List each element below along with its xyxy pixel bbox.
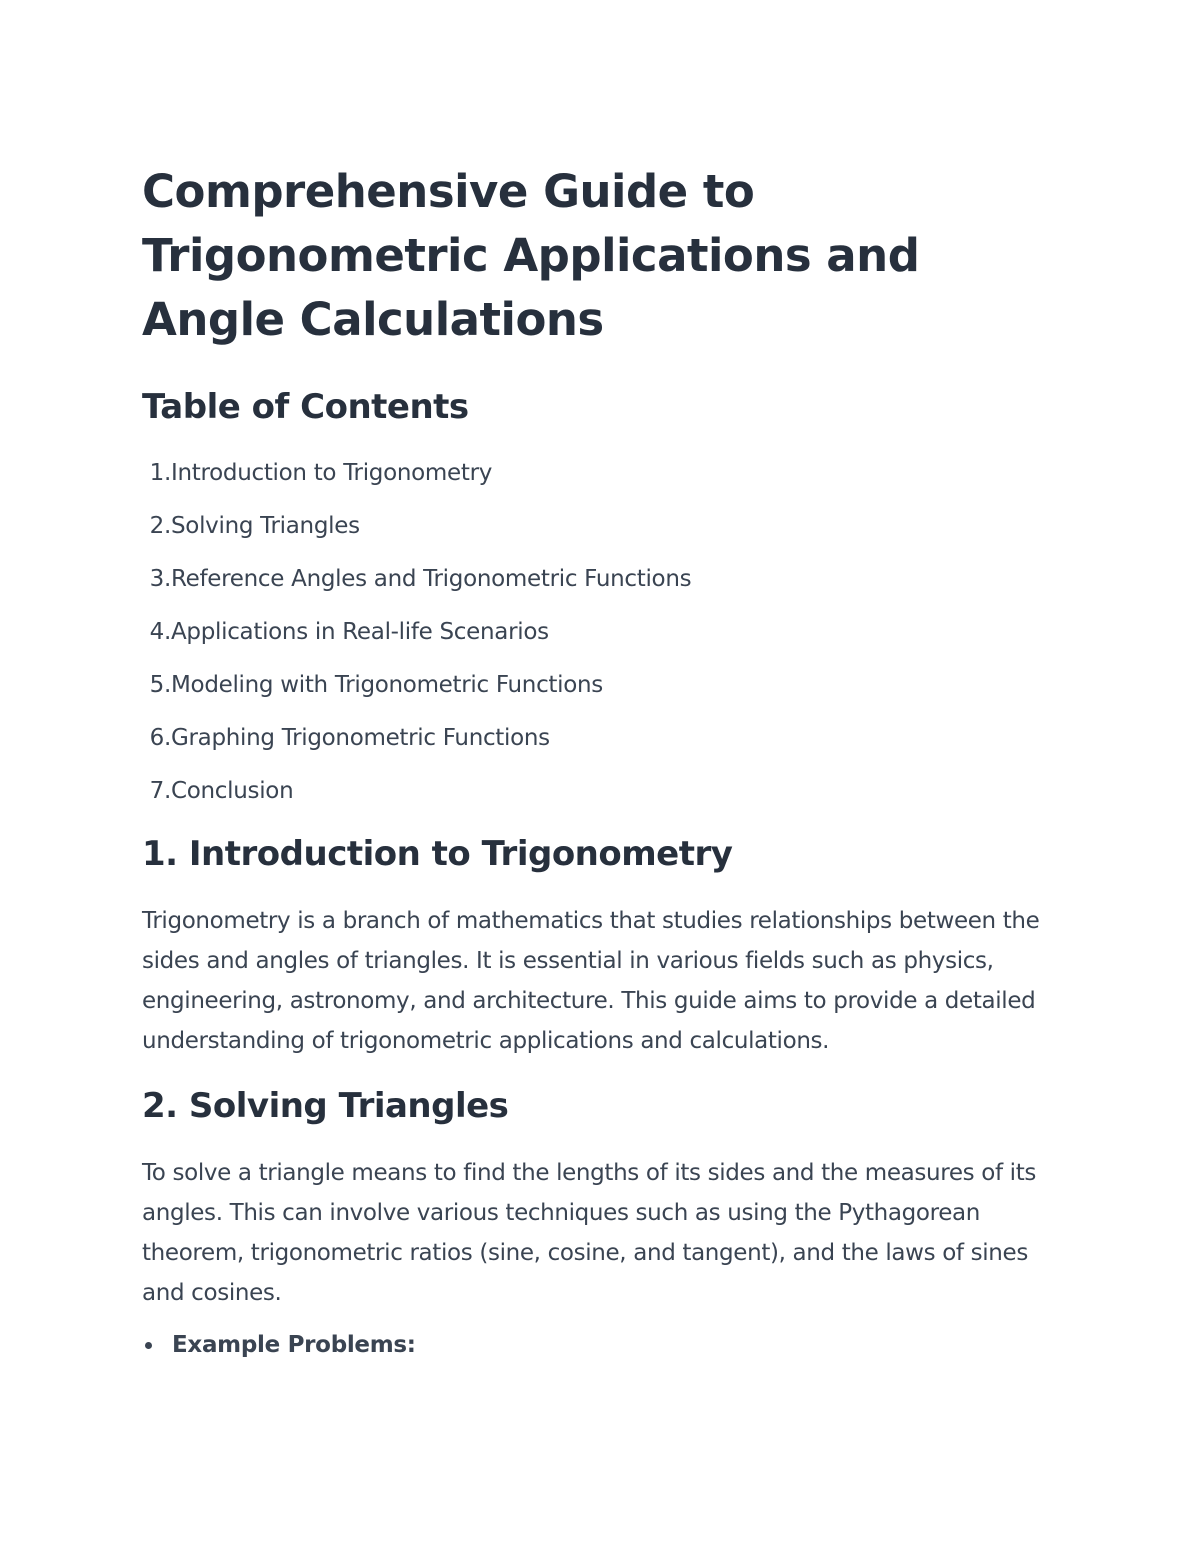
toc-item-label: Solving Triangles xyxy=(171,513,360,539)
toc-item-number: 7. xyxy=(149,778,171,804)
toc-heading: Table of Contents xyxy=(142,387,469,427)
toc-item-label: Conclusion xyxy=(171,778,294,804)
list-item xyxy=(142,1325,1062,1365)
toc-item-reference-angles xyxy=(142,564,1062,595)
section-heading-solving-triangles: 2. Solving Triangles xyxy=(142,1086,509,1126)
toc-item-label: Introduction to Trigonometry xyxy=(171,460,493,486)
toc-item-number: 4. xyxy=(149,619,171,645)
toc-item-introduction xyxy=(142,458,1062,489)
section-heading-introduction: 1. Introduction to Trigonometry xyxy=(142,834,733,874)
toc-item-label: Modeling with Trigonometric Functions xyxy=(171,672,603,698)
toc-item-solving-triangles xyxy=(142,511,1062,542)
toc-item-number: 3. xyxy=(149,566,171,592)
toc-item-graphing xyxy=(142,723,1062,754)
section-body-solving-triangles: To solve a triangle means to find the lengths of its sides and the measures of its angles. This can involve various techniques such as using the Pythagorean theorem, trigonometric ratios (sine, cosine, and tangent), and the laws of sines and cosines. xyxy=(142,1160,1037,1306)
list-item-label: Example Problems: xyxy=(172,1332,416,1358)
toc-item-conclusion xyxy=(142,776,1062,807)
toc-item-number: 2. xyxy=(149,513,171,539)
toc-item-label: Applications in Real-life Scenarios xyxy=(171,619,549,645)
document-title: Comprehensive Guide to Trigonometric Applications and Angle Calculations xyxy=(142,165,920,346)
section-body-introduction: Trigonometry is a branch of mathematics that studies relationships between the sides and angles of triangles. It is essential in various fields such as physics, engineering, astronomy, and architecture. This guide aims to provide a detailed understanding of trigonometric applications and calculations. xyxy=(142,908,1040,1054)
toc-item-modeling xyxy=(142,670,1062,701)
toc-item-number: 1. xyxy=(149,460,171,486)
document-page xyxy=(142,160,1062,1365)
table-of-contents xyxy=(142,458,1062,807)
toc-item-number: 6. xyxy=(149,725,171,751)
bullet-dot-icon xyxy=(145,1342,152,1349)
bullet-list xyxy=(142,1325,1062,1365)
toc-item-applications xyxy=(142,617,1062,648)
toc-item-label: Graphing Trigonometric Functions xyxy=(171,725,550,751)
toc-item-number: 5. xyxy=(149,672,171,698)
toc-item-label: Reference Angles and Trigonometric Functions xyxy=(171,566,692,592)
